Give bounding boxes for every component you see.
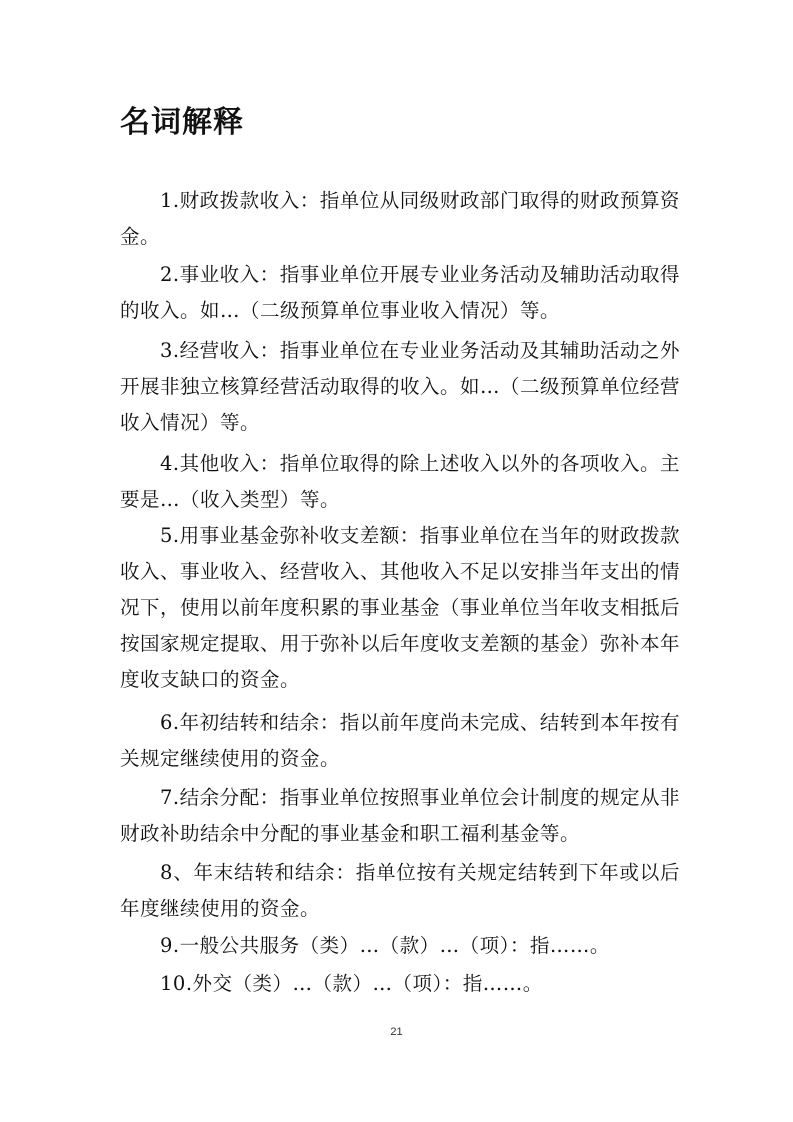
term-business-fund-offset: 5.用事业基金弥补收支差额：指事业单位在当年的财政拨款收入、事业收入、经营收入、其他收入不足以安排当年支出的情况下，使用以前年度积累的事业基金（事业单位当年收支相抵后按国家规定提取、用于弥补以后年度收支差额的基金）弥补本年度收支缺口的资金。 (120, 524, 681, 691)
term-closing-carryover: 8、年末结转和结余：指单位按有关规定结转到下年或以后年度继续使用的资金。 (120, 861, 680, 920)
term-foreign-affairs: 10.外交（类）…（款）…（项）：指……。 (160, 972, 543, 995)
term-general-public-services: 9.一般公共服务（类）…（款）…（项）：指……。 (160, 934, 610, 957)
term-surplus-distribution: 7.结余分配：指事业单位按照事业单位会计制度的规定从非财政补助结余中分配的事业基金和职工福利基金等。 (120, 786, 680, 845)
term-opening-carryover: 6.年初结转和结余：指以前年度尚未完成、结转到本年按有关规定继续使用的资金。 (120, 711, 680, 770)
term-business-income: 2.事业收入：指事业单位开展专业业务活动及辅助活动取得的收入。如…（二级预算单位事业收入情况）等。 (120, 263, 680, 322)
term-operating-income: 3.经营收入：指事业单位在专业业务活动及其辅助活动之外开展非独立核算经营活动取得的收入。如…（二级预算单位经营收入情况）等。 (120, 339, 681, 434)
page-number: 21 (390, 1026, 403, 1038)
term-other-income: 4.其他收入：指单位取得的除上述收入以外的各项收入。主要是…（收入类型）等。 (120, 452, 680, 511)
term-financial-allocation-income: 1.财政拨款收入：指单位从同级财政部门取得的财政预算资金。 (120, 189, 680, 248)
page-title: 名词解释 (120, 105, 244, 140)
